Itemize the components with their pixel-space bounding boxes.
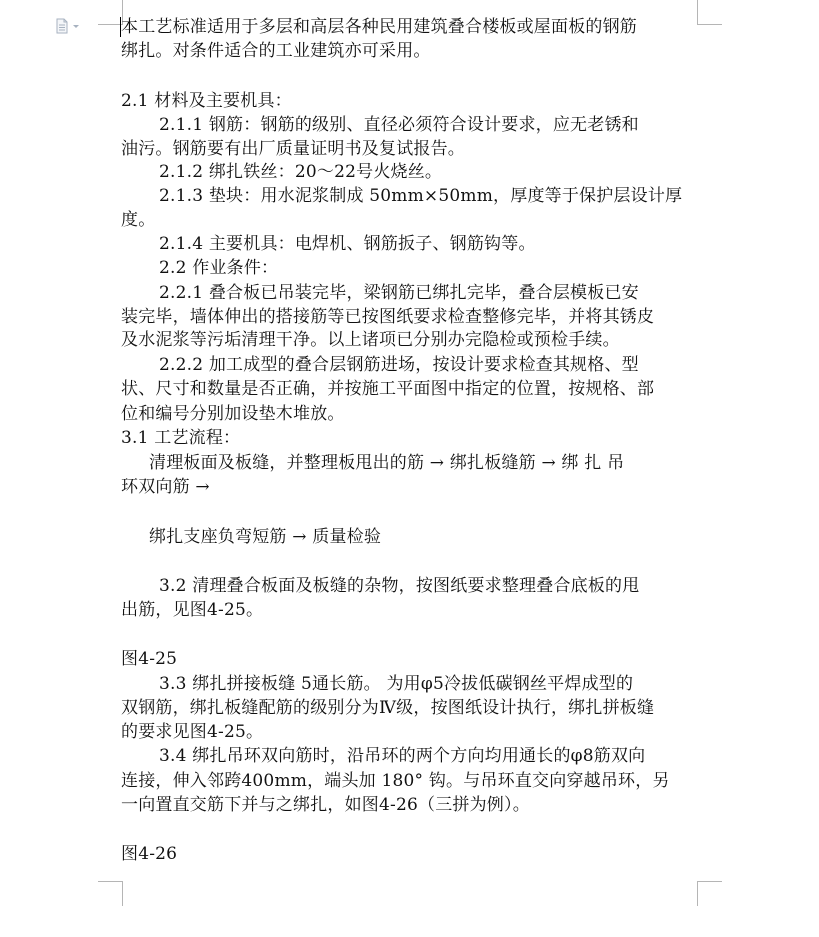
- paragraph-line: 2.2.1 叠合板已吊装完毕，梁钢筋已绑扎完毕，叠合层模板已安: [159, 283, 639, 303]
- paragraph-line: 2.1.1 钢筋：钢筋的级别、直径必须符合设计要求，应无老锈和: [159, 115, 639, 135]
- paragraph-line: 装完毕，墙体伸出的搭接筋等已按图纸要求检查整修完毕，并将其锈皮: [121, 307, 655, 327]
- paragraph-line: 2.1.3 垫块：用水泥浆制成 50mm×50mm，厚度等于保护层设计厚: [159, 186, 683, 206]
- paragraph-line: 3.4 绑扎吊环双向筋时，沿吊环的两个方向均用通长的φ8筋双向: [159, 746, 646, 766]
- paragraph-line: 连接，伸入邻跨400mm，端头加 180° 钩。与吊环直交向穿越吊环，另: [121, 771, 670, 791]
- paragraph-line: 油污。钢筋要有出厂质量证明书及复试报告。: [121, 139, 465, 159]
- top-right-margin-marker: [697, 0, 722, 25]
- section-heading: 3.1 工艺流程：: [121, 428, 241, 448]
- paragraph-line: 2.2.2 加工成型的叠合层钢筋进场，按设计要求检查其规格、型: [159, 355, 639, 375]
- paragraph-line: 本工艺标准适用于多层和高层各种民用建筑叠合楼板或屋面板的钢筋: [121, 17, 637, 37]
- process-flow-line: 清理板面及板缝，并整理板甩出的筋 → 绑扎板缝筋 → 绑 扎 吊: [149, 453, 625, 473]
- paragraph-line: 2.1.2 绑扎铁丝：20～22号火烧丝。: [159, 162, 443, 182]
- paragraph-line: 出筋，见图4-25。: [121, 600, 264, 620]
- paragraph-line: 一向置直交筋下并与之绑扎，如图4-26（三拼为例）。: [121, 795, 530, 815]
- document-dropdown-icon: [54, 18, 86, 34]
- paragraph-line: 的要求见图4-25。: [121, 722, 264, 742]
- paragraph-line: 状、尺寸和数量是否正确，并按施工平面图中指定的位置，按规格、部: [121, 379, 655, 399]
- section-heading: 2.2 作业条件：: [159, 258, 279, 278]
- process-flow-line: 环双向筋 →: [121, 477, 210, 497]
- paragraph-line: 位和编号分别加设垫木堆放。: [121, 404, 345, 424]
- paragraph-line: 度。: [121, 210, 156, 230]
- paragraph-line: 2.1.4 主要机具：电焊机、钢筋扳子、钢筋钩等。: [159, 234, 536, 254]
- section-heading: 2.1 材料及主要机具：: [121, 91, 292, 111]
- paragraph-line: 3.3 绑扎拼接板缝 5通长筋。 为用φ5冷拔低碳钢丝平焊成型的: [159, 674, 634, 694]
- paragraph-line: 及水泥浆等污垢清理干净。以上诸项已分别办完隐检或预检手续。: [121, 330, 620, 350]
- paragraph-line: 双钢筋，绑扎板缝配筋的级别分为Ⅳ级，按图纸设计执行，绑扎拼板缝: [121, 698, 655, 718]
- figure-caption: 图4-25: [121, 649, 178, 669]
- figure-caption: 图4-26: [121, 844, 178, 864]
- paragraph-line: 绑扎。对条件适合的工业建筑亦可采用。: [121, 41, 431, 61]
- paragraph-line: 3.2 清理叠合板面及板缝的杂物，按图纸要求整理叠合底板的甩: [159, 576, 640, 596]
- document-icon[interactable]: [54, 18, 86, 34]
- bottom-left-margin-marker: [98, 881, 123, 906]
- process-flow-line: 绑扎支座负弯短筋 → 质量检验: [149, 527, 382, 547]
- bottom-right-margin-marker: [697, 881, 722, 906]
